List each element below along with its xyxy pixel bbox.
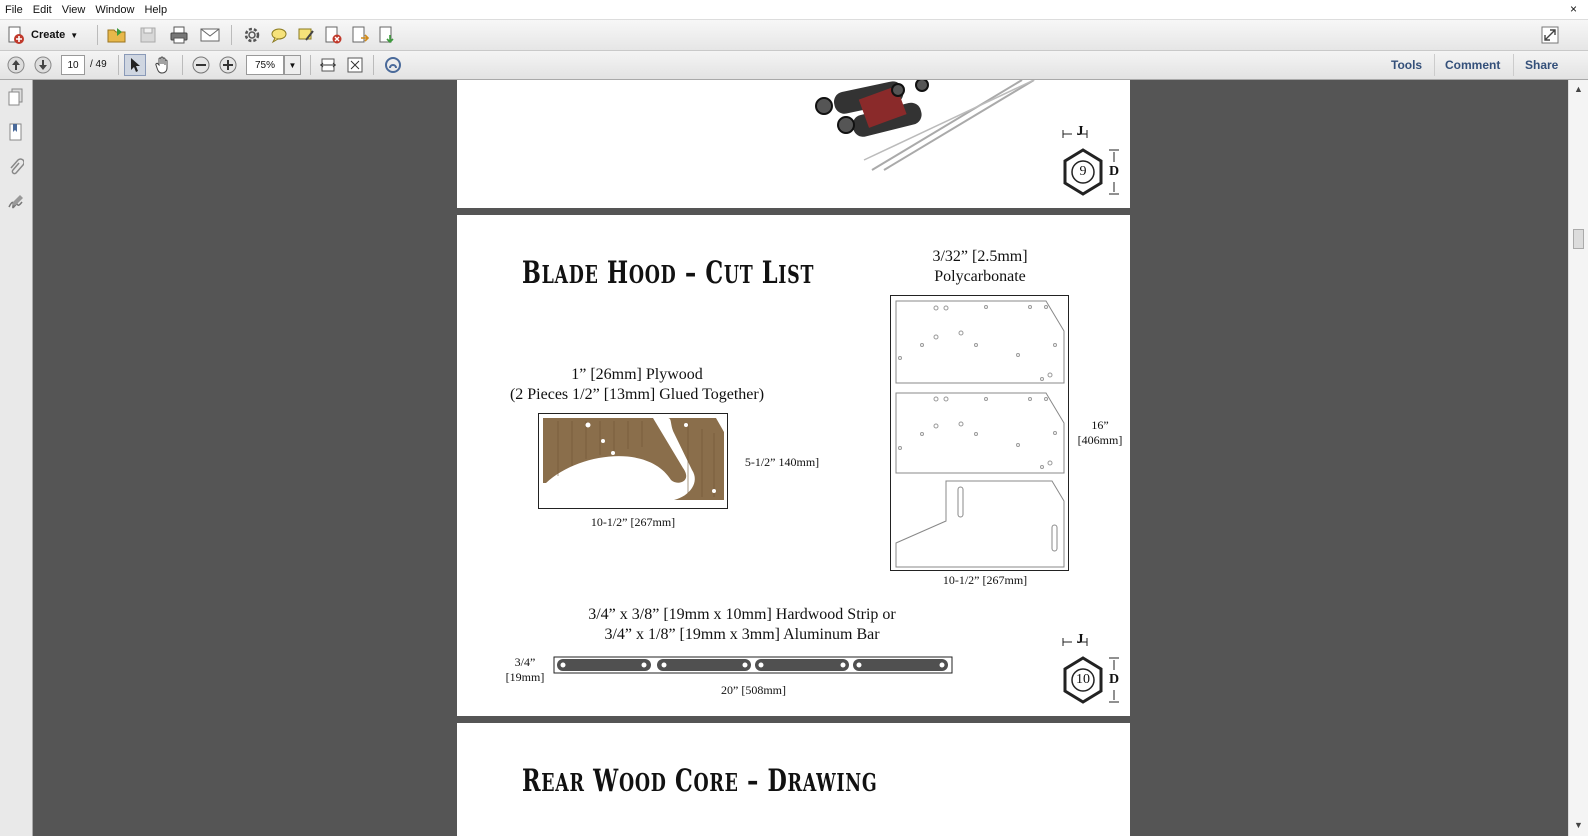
plywood-heading-line2: (2 Pieces 1/2” [13mm] Glued Together) — [509, 386, 765, 403]
polycarbonate-heading-line2: Polycarbonate — [934, 268, 1026, 285]
print-icon[interactable] — [168, 24, 190, 46]
hand-tool-icon[interactable] — [152, 54, 174, 76]
read-mode-icon[interactable] — [382, 54, 404, 76]
menu-window[interactable]: Window — [95, 3, 135, 16]
highlight-icon[interactable] — [295, 24, 317, 46]
select-tool-icon[interactable] — [124, 54, 146, 76]
badge-j-label: J — [1076, 124, 1084, 139]
page-badge-10 — [1057, 632, 1123, 704]
scrollbar-thumb[interactable] — [1573, 229, 1584, 249]
scroll-up-icon[interactable]: ▲ — [1574, 84, 1583, 94]
page-title: REAR WOOD CORE – DRAWING — [522, 763, 878, 799]
share-link[interactable]: Share — [1525, 58, 1559, 72]
strip-length: 20” [508mm] — [721, 683, 786, 697]
create-pdf-icon — [6, 25, 26, 45]
create-button[interactable] — [6, 24, 78, 46]
polycarbonate-height-line2: [406mm] — [1077, 433, 1123, 447]
signatures-icon[interactable] — [5, 191, 27, 213]
fit-width-icon[interactable] — [317, 54, 339, 76]
fit-page-icon[interactable] — [344, 54, 366, 76]
document-page-9 — [457, 80, 1130, 208]
zoom-level-input[interactable]: 75% — [246, 55, 284, 75]
document-page-11 — [457, 723, 1130, 836]
badge-d-label: D — [1108, 164, 1120, 179]
tools-link[interactable]: Tools — [1391, 58, 1423, 72]
plywood-height: 5-1/2” 140mm] — [744, 455, 820, 469]
navigation-toolbar — [0, 51, 1588, 80]
menu-bar — [0, 0, 1588, 20]
previous-page-icon[interactable] — [5, 54, 27, 76]
plywood-heading-line1: 1” [26mm] Plywood — [571, 366, 703, 383]
email-icon[interactable] — [199, 24, 221, 46]
menu-edit[interactable]: Edit — [32, 3, 52, 16]
badge-d-label: D — [1108, 672, 1120, 687]
polycarbonate-heading-line1: 3/32” [2.5mm] — [932, 248, 1028, 265]
badge-j-label: J — [1076, 632, 1084, 647]
main-toolbar — [0, 20, 1588, 51]
aluminum-bar-drawing — [553, 655, 953, 675]
attachments-icon[interactable] — [5, 156, 27, 178]
comment-link[interactable]: Comment — [1445, 58, 1501, 72]
save-icon[interactable] — [137, 24, 159, 46]
page-badge-9 — [1057, 124, 1123, 196]
polycarbonate-width: 10-1/2” [267mm] — [942, 573, 1028, 587]
menu-file[interactable]: File — [5, 3, 23, 16]
close-document-icon[interactable]: × — [1569, 2, 1577, 16]
vertical-scrollbar[interactable] — [1568, 80, 1588, 836]
open-folder-icon[interactable] — [106, 24, 128, 46]
page-title: BLADE HOOD – CUT LIST — [522, 255, 815, 291]
export-file-icon[interactable] — [349, 24, 371, 46]
menu-view[interactable]: View — [61, 3, 86, 16]
zoom-in-icon[interactable] — [217, 54, 239, 76]
strip-side-line2: [19mm] — [505, 670, 545, 684]
page-thumbnails-icon[interactable] — [5, 86, 27, 108]
fullscreen-icon[interactable] — [1539, 24, 1561, 46]
comment-bubble-icon[interactable] — [268, 24, 290, 46]
badge-page-number: 9 — [1079, 164, 1087, 179]
page-total: / 49 — [90, 59, 107, 70]
menu-help[interactable]: Help — [144, 3, 168, 16]
bookmarks-icon[interactable] — [5, 121, 27, 143]
strip-side-line1: 3/4” — [514, 655, 536, 669]
next-page-icon[interactable] — [32, 54, 54, 76]
gear-icon[interactable] — [241, 24, 263, 46]
strip-heading-line2: 3/4” x 1/8” [19mm x 3mm] Aluminum Bar — [604, 626, 880, 643]
page-number-input[interactable]: 10 — [61, 55, 85, 75]
zoom-dropdown-icon[interactable]: ▼ — [284, 55, 301, 75]
polycarbonate-height-line1: 16” — [1091, 418, 1109, 432]
strip-heading-line1: 3/4” x 3/8” [19mm x 10mm] Hardwood Strip or — [588, 606, 896, 623]
blade-hood-assembly-illustration — [812, 80, 1052, 175]
remove-file-icon[interactable] — [322, 24, 344, 46]
chevron-down-icon: ▼ — [70, 30, 79, 40]
navigation-pane — [0, 80, 33, 836]
zoom-out-icon[interactable] — [190, 54, 212, 76]
combine-file-icon[interactable] — [376, 24, 398, 46]
create-button-label: Create — [31, 29, 66, 41]
scroll-down-icon[interactable]: ▼ — [1574, 820, 1583, 830]
plywood-part-drawing — [538, 413, 729, 510]
plywood-width: 10-1/2” [267mm] — [590, 515, 676, 529]
badge-page-number: 10 — [1076, 672, 1090, 687]
document-page-10 — [457, 215, 1130, 716]
polycarbonate-parts-drawing — [890, 295, 1070, 572]
